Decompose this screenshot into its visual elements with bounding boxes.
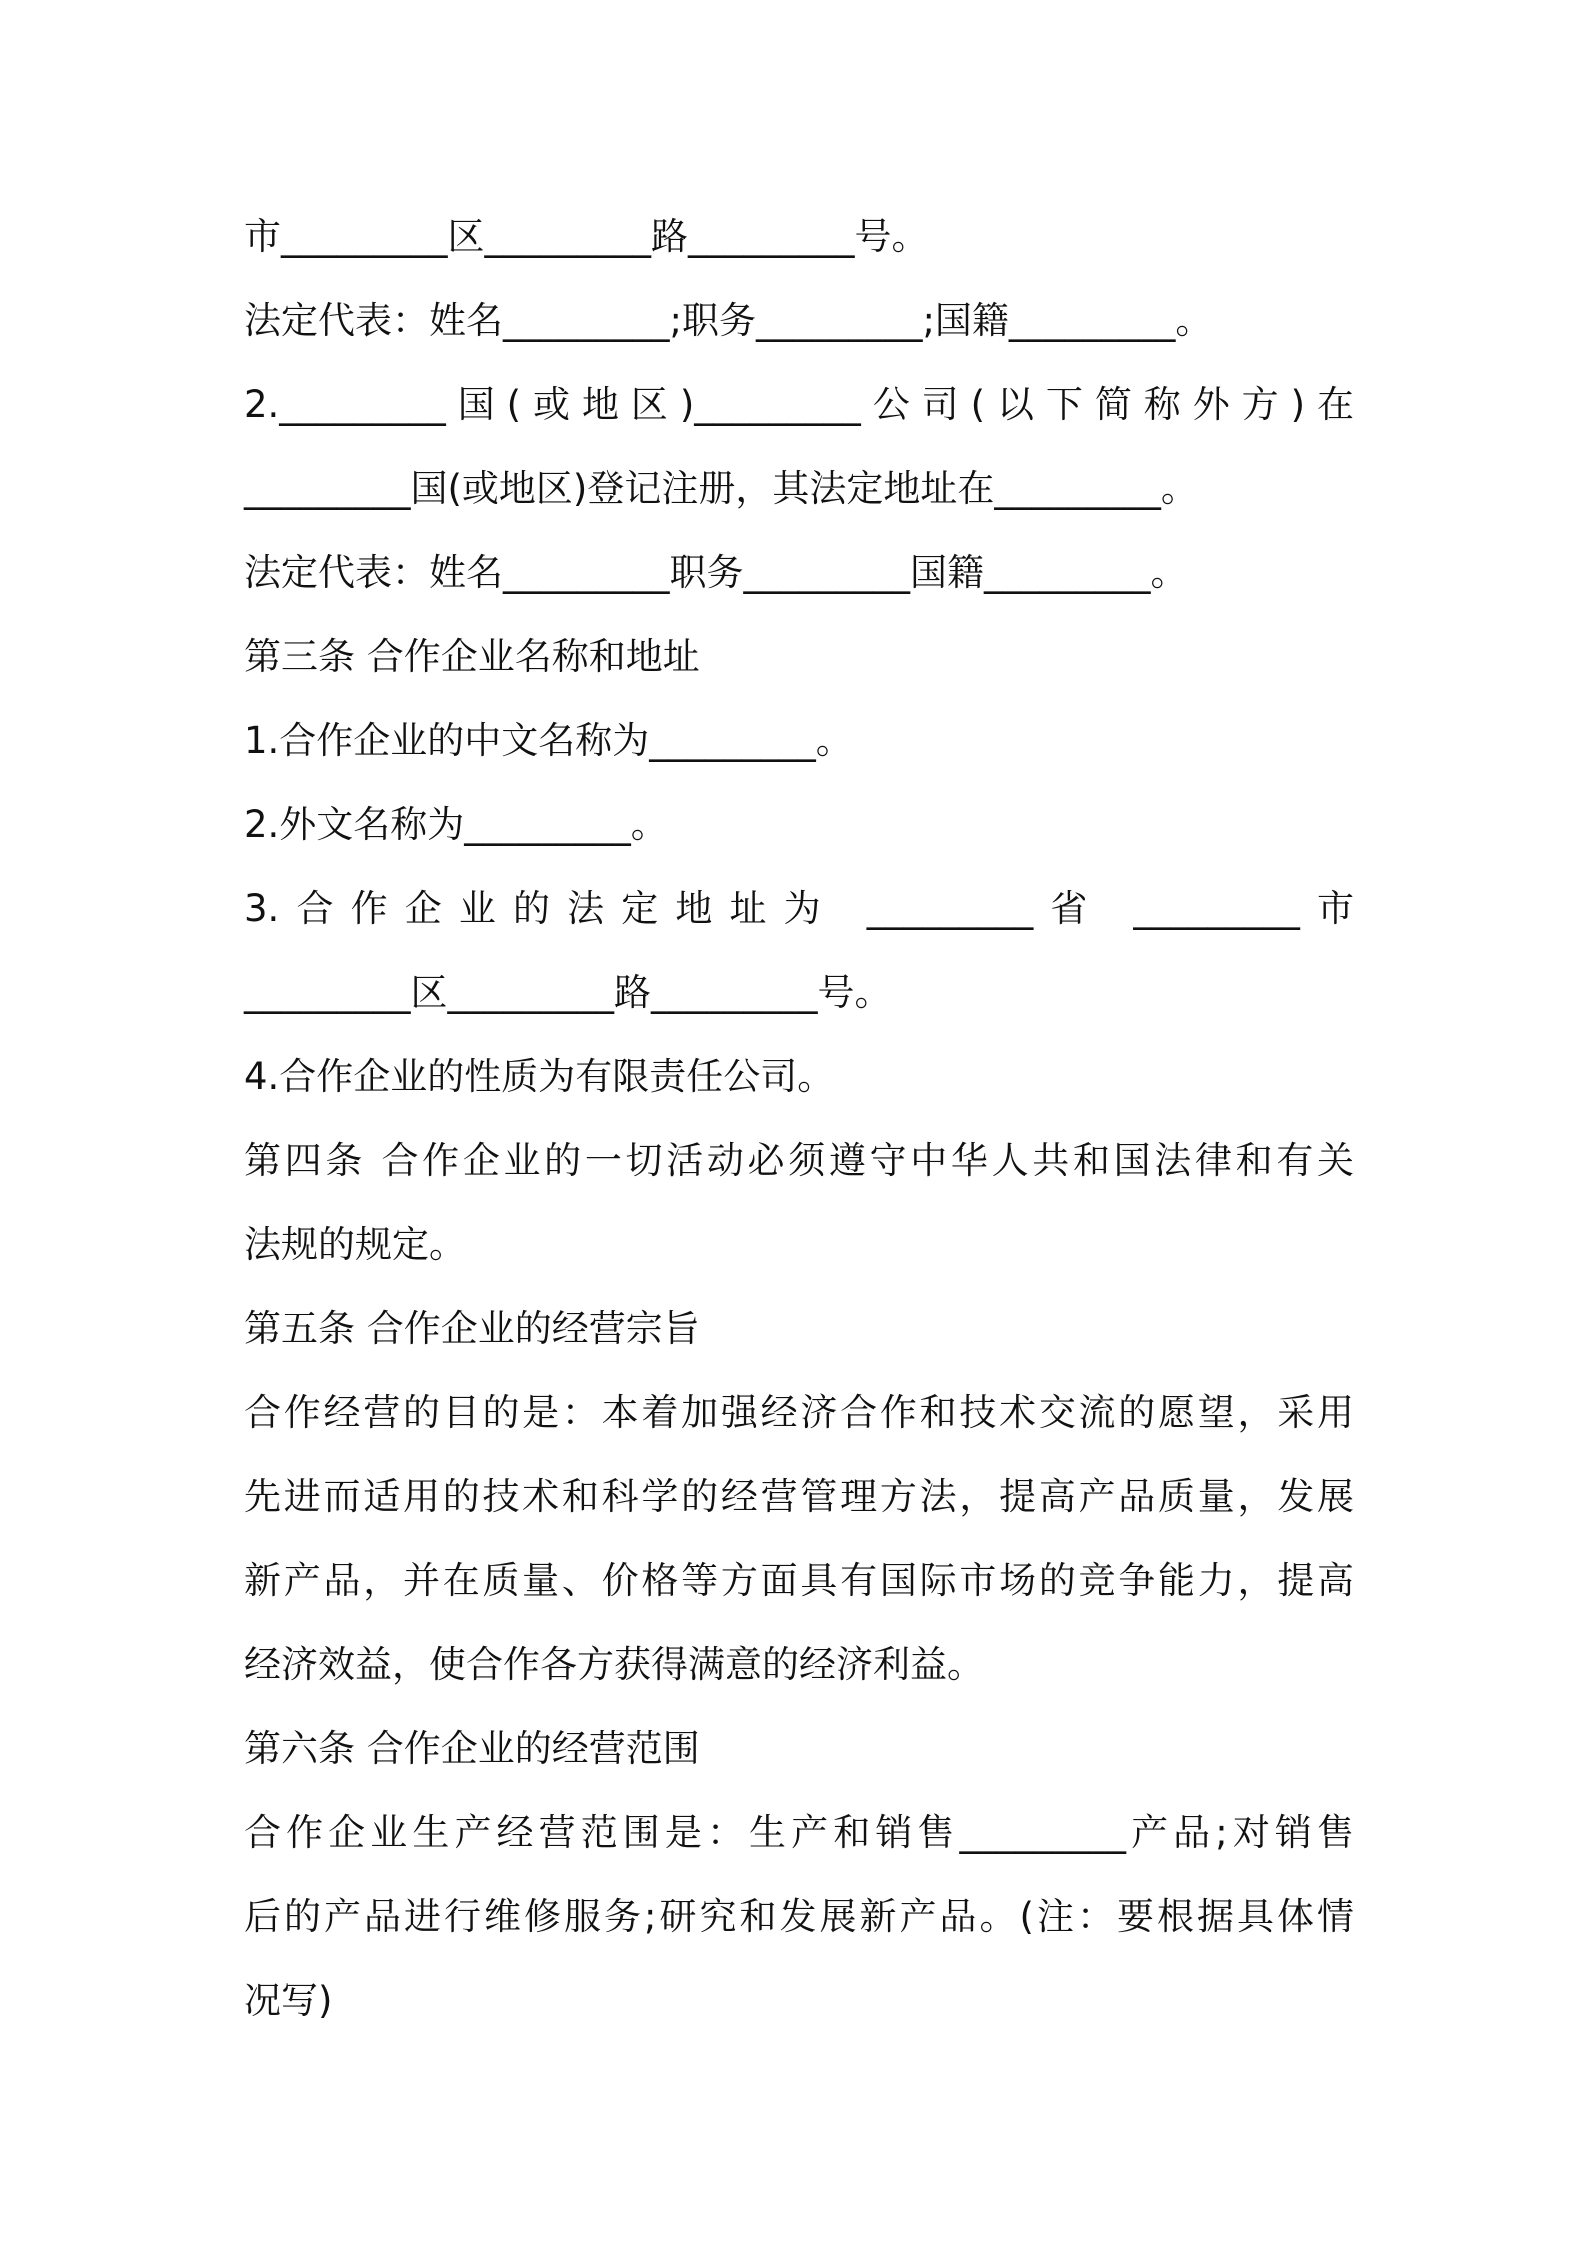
document-body [244, 195, 1354, 2043]
text-line: 1.合作企业的中文名称为_________。 [244, 719, 853, 762]
text-line: 法定代表：姓名_________职务_________国籍_________。 [244, 551, 1188, 594]
text-line: 合作企业生产经营范围是：生产和销售_________产品;对销售 [244, 1811, 1354, 1854]
text-line: 新产品，并在质量、价格等方面具有国际市场的竞争能力，提高 [244, 1559, 1354, 1602]
text-line: 先进而适用的技术和科学的经营管理方法，提高产品质量，发展 [244, 1475, 1354, 1518]
text-line: 法定代表：姓名_________;职务_________;国籍_________。 [244, 299, 1213, 342]
text-line: _________国(或地区)登记注册，其法定地址在_________。 [244, 467, 1198, 510]
text-line: 市_________区_________路_________号。 [244, 215, 929, 258]
section-heading: 第五条 合作企业的经营宗旨 [244, 1307, 700, 1350]
text-line: 2._________国(或地区)_________公司(以下简称外方)在 [244, 383, 1354, 426]
text-line: 3.合作企业的法定地址为 _________省 _________市 [244, 887, 1354, 930]
text-line: 后的产品进行维修服务;研究和发展新产品。(注：要根据具体情 [244, 1895, 1354, 1938]
text-line: _________区_________路_________号。 [244, 971, 892, 1014]
section-heading: 第六条 合作企业的经营范围 [244, 1727, 700, 1770]
text-line: 4.合作企业的性质为有限责任公司。 [244, 1055, 835, 1098]
section-heading: 第四条 合作企业的一切活动必须遵守中华人共和国法律和有关 [244, 1139, 1354, 1182]
text-line: 合作经营的目的是：本着加强经济合作和技术交流的愿望，采用 [244, 1391, 1354, 1434]
section-heading: 第三条 合作企业名称和地址 [244, 635, 700, 678]
text-line: 2.外文名称为_________。 [244, 803, 668, 846]
text-line: 况写) [244, 1979, 333, 2022]
text-line: 法规的规定。 [244, 1223, 466, 1266]
text-line: 经济效益，使合作各方获得满意的经济利益。 [244, 1643, 984, 1686]
